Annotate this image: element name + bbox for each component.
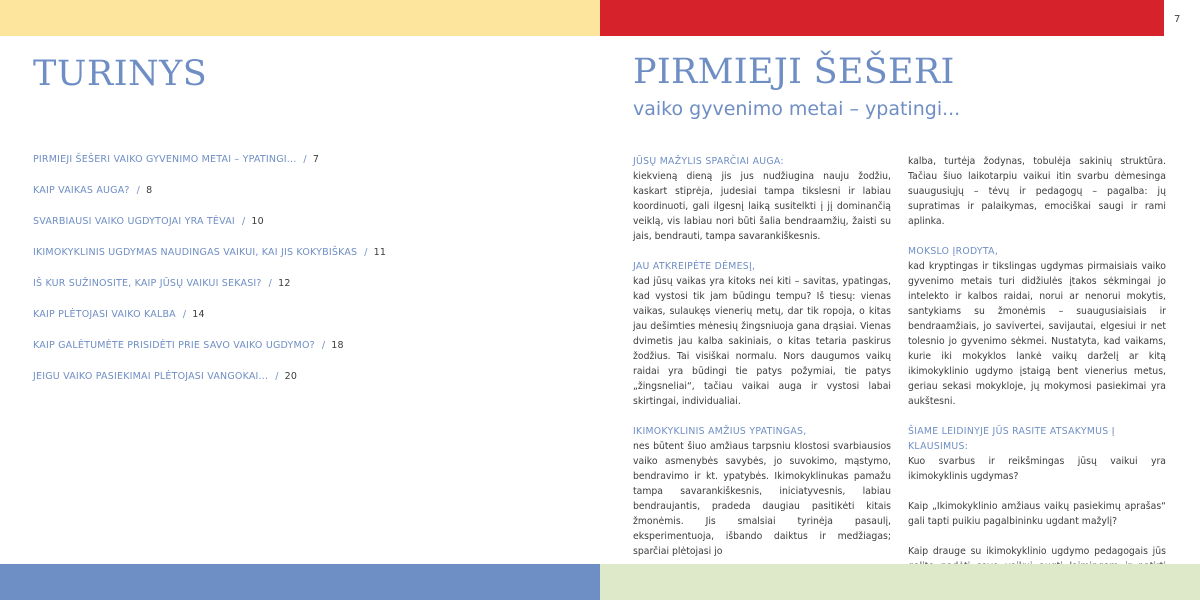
toc-entry[interactable] [33, 216, 386, 247]
toc-entry[interactable] [33, 278, 386, 309]
toc-entry-label[interactable]: IŠ KUR SUŽINOSITE, KAIP JŪSŲ VAIKUI SEKASI? [33, 278, 262, 289]
toc-entry-page: 20 [284, 371, 298, 382]
toc-entry-page: 8 [146, 185, 153, 196]
section-heading: JŪSŲ MAŽYLIS SPARČIAI AUGA: [633, 156, 784, 167]
toc-entry-label[interactable]: KAIP GALĖTUMĖTE PRISIDĖTI PRIE SAVO VAIKO UGDYMO? [33, 340, 315, 351]
section-heading: JAU ATKREIPĖTE DĖMESĮ, [633, 261, 756, 272]
top-red-band [600, 0, 1164, 36]
toc-separator: / [241, 216, 246, 227]
section-body: kad jūsų vaikas yra kitoks nei kiti – savitas, ypatingas, kad vystosi tik jam būdingu tempu? Iš tiesų: vienas vaikas, sulaukęs vienerių metų, dar tik ropoja, o kitas jau dešimties mėnesių žingsniuoja gana drąsiai. Vienas dvimetis jau kalba sakiniais, o kitas tetaria paskirus žodžius. Tai visiškai normalu. Nors daugumos vaikų raidai yra būdingi tie patys požymiai, tie patys „žingsneliai“, tačiau vaikai auga ir vystosi labai skirtingai, individualiai. [633, 276, 891, 407]
page-number: 7 [1174, 14, 1181, 25]
toc-entry-label[interactable]: IKIMOKYKLINIS UGDYMAS NAUDINGAS VAIKUI, KAI JIS KOKYBIŠKAS [33, 247, 358, 258]
toc-separator: / [321, 340, 326, 351]
bottom-green-band [600, 564, 1200, 600]
article-section [633, 424, 891, 559]
toc-separator: / [182, 309, 187, 320]
toc-entry-page: 14 [192, 309, 205, 320]
section-body: kad kryptingas ir tikslingas ugdymas pirmaisiais vaiko gyvenimo metais turi didžiulės įtakos sėkmingai jo intelekto ir kalbos raidai, norui ar nenorui mokytis, santykiams su žmonėmis – suaugusiaisiais ir bendraamžiais, jo savivertei, savijautai, elgesiui ir net tolesnio jo gyvenimo sėkmei. Nustatyta, kad vaikams, kurie iki mokyklos lankė vaikų darželį ar kitą ikimokyklinio ugdymo įstaigą bent vienerius metus, geriau sekasi mokykloje, jų mokymosi pasiekimai yra aukštesni. [908, 261, 1166, 407]
research-section [908, 244, 1166, 409]
toc-entry-label[interactable]: JEIGU VAIKO PASIEKIMAI PLĖTOJASI VANGOKAI... [33, 371, 269, 382]
article-column-left [633, 154, 891, 574]
question-item: Kaip drauge su ikimokyklinio ugdymo pedagogais jūs [908, 546, 1166, 557]
toc-entry-page: 12 [278, 278, 291, 289]
toc-separator: / [268, 278, 273, 289]
toc-separator: / [303, 154, 307, 165]
toc-separator: / [364, 247, 368, 258]
table-of-contents [33, 154, 386, 402]
toc-separator: / [275, 371, 279, 382]
article-column-right [908, 154, 1166, 604]
toc-entry-label[interactable]: KAIP PLĖTOJASI VAIKO KALBA [33, 309, 176, 320]
question-item: Kaip „Ikimokyklinio amžiaus vaikų pasiekimų aprašas“ gali tapti puikiu pagalbininku ugdant mažylį? [908, 501, 1166, 527]
article-section [633, 259, 891, 409]
toc-entry-page: 10 [251, 216, 264, 227]
toc-separator: / [136, 185, 141, 196]
section-body: nes būtent šiuo amžiaus tarpsniu klostosi svarbiausios vaiko asmenybės savybės, jo suvokimo, mąstymo, bendravimo ir kt. ypatybės. Ikimokyklinukas pamažu tampa savarankiškesnis, iniciatyvesnis, labiau bendraujantis, pradeda daugiau pasitikėti kitais žmonėmis. Jis smalsiai tyrinėja pasaulį, eksperimentuoja, išbando daiktus ir medžiagas; sparčiai plėtojasi jo [633, 441, 891, 557]
toc-entry[interactable] [33, 247, 386, 278]
toc-entry-label[interactable]: PIRMIEJI ŠEŠERI VAIKO GYVENIMO METAI – YPATINGI... [33, 154, 297, 165]
toc-entry[interactable] [33, 371, 386, 402]
toc-entry-page: 11 [373, 247, 387, 258]
article-subtitle: vaiko gyvenimo metai – ypatingi... [633, 98, 961, 120]
toc-title: TURINYS [33, 54, 208, 94]
toc-entry[interactable] [33, 340, 386, 371]
toc-entry-label[interactable]: SVARBIAUSI VAIKO UGDYTOJAI YRA TĖVAI [33, 216, 235, 227]
bottom-blue-band [0, 564, 600, 600]
toc-entry[interactable] [33, 154, 386, 185]
top-yellow-band [0, 0, 600, 36]
section-heading: ŠIAME LEIDINYJE JŪS RASITE ATSAKYMUS Į KLAUSIMUS: [908, 426, 1115, 452]
toc-entry-label[interactable]: KAIP VAIKAS AUGA? [33, 185, 130, 196]
continuation-paragraph: kalba, turtėja žodynas, tobulėja sakinių struktūra. Tačiau šiuo laikotarpiu vaikui itin svarbu dėmesinga suaugusiųjų – tėvų ir pedagogų – pagalba: jų supratimas ir palaikymas, emociškai saugi ir rami aplinka. [908, 156, 1166, 227]
article-title: PIRMIEJI ŠEŠERI [633, 52, 955, 92]
toc-entry[interactable] [33, 309, 386, 340]
section-body: kiekvieną dieną jis jus nudžiugina nauju žodžiu, kaskart stiprėja, judesiai tampa tikslesni ir labiau koordinuoti, gali ilgesnį laiką susitelkti į jį dominančią veiklą, vis labiau nori būti šalia bendraamžių, žaisti su jais, bendrauti, tampa savarankiškesnis. [633, 171, 891, 242]
toc-entry[interactable] [33, 185, 386, 216]
section-heading: IKIMOKYKLINIS AMŽIUS YPATINGAS, [633, 426, 807, 437]
question-item: Kuo svarbus ir reikšmingas jūsų vaikui yra ikimokyklinis ugdymas? [908, 456, 1166, 482]
toc-entry-page: 18 [331, 340, 344, 351]
section-heading: MOKSLO ĮRODYTA, [908, 246, 999, 257]
toc-entry-page: 7 [312, 154, 320, 165]
article-section [633, 154, 891, 244]
